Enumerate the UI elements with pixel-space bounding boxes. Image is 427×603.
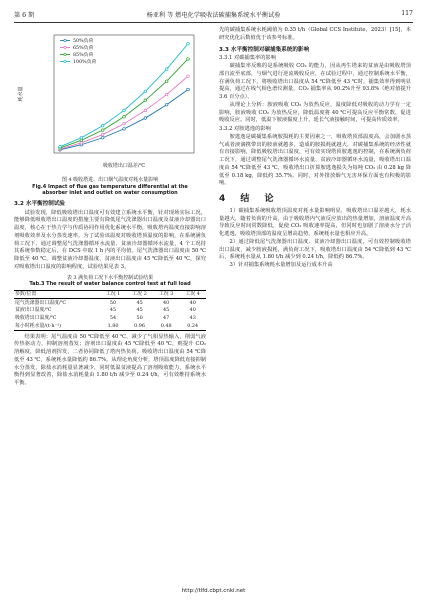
table-cell: 1.80 <box>100 322 127 330</box>
data-point <box>144 109 147 112</box>
table-cell: 40 <box>163 299 170 306</box>
x-axis-label: 吸收塔出口温差/℃ <box>102 163 146 169</box>
data-point <box>123 122 126 125</box>
section-4-heading: 4 结 论 <box>219 194 280 204</box>
data-point <box>144 117 147 120</box>
data-point <box>144 90 147 93</box>
data-point <box>123 115 126 118</box>
page-number: 117 <box>401 10 413 17</box>
data-point <box>59 145 62 148</box>
paragraph: 碳捕集率反映的是系统吸收 CO₂ 的能力，因从再生塔来的贫液是由吸收塔顶部自流至底部，与烟气进行逆流吸收反应，在试验过程中，通过控制系统水平衡，在满负荷工况下，将吸收塔出口温度从 54 ℃降低至 43 ℃时，捕集效率得到明显提高，通过在线气相色谱仪测量，CO₂ 捕集率从 90.2%升至 93.8%（绝对值提升 3.6 百分点）。 <box>219 63 411 100</box>
paragraph: 胺逃逸是碳捕集系统胺损耗的主要因素之一，吸收塔顶部温度高，会加剧水蒸气或者液滴携带出的胺液就越多，造成的胺损耗就越大，对碳捕集系统的经济性就有直接影响，降低吸收塔出口温度，可有效实现塔顶胺逃逸的控制，在系统满负荷工况下，通过调整尾气洗涤器循环水流量、贫液冷却器循环水流量，吸收塔出口温度由 54 ℃降低至 43 ℃，吸收塔出口折算胺逃逸损失为每吨 CO₂ 由 0.28 kg 降低至 0.18 kg，降低约 35.7%。同时，对外排放烟气无害环保方面也有积极的影响。 <box>219 133 411 187</box>
figure-4-chart <box>14 27 206 177</box>
table-title-cn: 表 3 满负荷工况下水平衡控制试验结果 <box>66 274 154 281</box>
legend-label: 100%负荷 <box>73 60 97 65</box>
table-cell: 0.48 <box>153 322 180 330</box>
table-cell: 40 <box>189 299 196 306</box>
issue-number: 第 6 期 <box>14 12 35 19</box>
results-table <box>14 290 206 331</box>
figure-caption-en-2: absorber inlet and outlet on water consumption <box>42 190 178 197</box>
table-cell: 47 <box>163 315 170 321</box>
table-cell: 50 <box>136 315 143 321</box>
paragraph: 从理论上分析：胺液吸收 CO₂ 为放热反应，温度降低对吸收的动力学有一定影响，胺液吸收 CO₂ 为放热反应，降低温度将 40 ℃可提高反应平衡常数，促进吸收反应。同时，低温下胺液黏度上升，延长气液接触时间，可提高传质效率。 <box>219 101 411 124</box>
table-cell: 吸收塔出口温度/℃ <box>15 315 57 321</box>
data-point <box>80 136 83 139</box>
data-point <box>123 109 126 112</box>
legend-label: 50%负荷 <box>73 39 94 44</box>
paragraph: 试验发现，降低吸收塔出口温度可有效建立系统水平衡，针对现场实际工况，能够降低吸收塔出口温度的措施主要有降低尾气洗涤器出口温度及贫液冷却器出口温度，核心在于热力学与传质协同作用优化系统水平衡，吸收塔内温度直接影响溶剂吸收效率及水分蒸发速率。为了试验该温度对吸收塔顶温度的影响，在系统满负荷工况下，通过调整尾气洗涤器循环水流量、贫液冷却器循环水流量，4 个工况持其系统参数稳定后，在 DCS 中取 1 h 内的平均值。尾气洗涤器出口温度由 50 ℃降低至 40 ℃，调整贫液冷却器温度，贫液出口温度由 45 ℃降低至 40 ℃，探究对吸收塔出口温度的影响程度，试验结果见表 3。 <box>14 209 206 270</box>
table-header-cell: 工况 2 <box>126 290 153 299</box>
table-cell: 54 <box>109 315 117 321</box>
table-cell: 0.24 <box>179 322 206 330</box>
table-cell: 贫液出口温度/℃ <box>15 307 52 314</box>
table-cell: 45 <box>109 307 117 314</box>
paragraph: 1）碳捕集系统吸收塔顶温度对耗水量影响明显，吸收塔出口温差越大，耗水量越大，随着负荷的升高，由于吸收塔内气液反应放出的热量增加，溶液温度升高导致反应时间常数降低，促使 CO₂ 吸收速率提高，但同时也加剧了溶液水分子活化逃逸，吸收塔顶部的温度呈增高趋势，系统耗水量也相应升高。 <box>219 207 411 237</box>
data-point <box>165 68 168 71</box>
data-point <box>187 75 190 78</box>
table-header-cell: 工况 4 <box>179 290 206 299</box>
table-3-caption <box>14 275 206 288</box>
figure-caption <box>14 177 206 197</box>
table-row <box>14 315 206 323</box>
data-point <box>123 128 126 131</box>
legend-marker <box>64 46 66 48</box>
data-point <box>187 42 190 45</box>
data-point <box>101 133 104 136</box>
legend-marker <box>64 53 66 55</box>
data-point <box>165 80 168 83</box>
left-column <box>14 27 206 388</box>
header-rule <box>14 22 413 23</box>
table-cell: 45 <box>136 307 143 314</box>
section-3-2-heading: 3.2 水平衡控制试验 <box>14 200 66 207</box>
legend-marker <box>64 60 66 62</box>
table-header-row <box>14 290 206 299</box>
legend-marker <box>64 39 66 41</box>
data-point <box>101 129 104 132</box>
right-column <box>219 27 411 270</box>
subsection-3-3-2-heading: 3.3.2 对胺逃逸的影响 <box>219 126 271 132</box>
subsection-3-3-1-heading: 3.3.1 对碳捕集率的影响 <box>219 55 277 62</box>
figure-caption-en-1: Fig.4 Impact of flue gas temperature differential at the <box>32 183 188 190</box>
table-cell: 40 <box>189 307 196 314</box>
table-cell: 每小时耗水量/(t·h⁻¹) <box>14 322 100 330</box>
table-cell: 45 <box>163 307 170 314</box>
line-chart <box>14 27 206 177</box>
paragraph: 结果表明：尾气温度由 50 ℃降低至 40 ℃，减少了气相显热输入，削弱气液传热驱动力，抑制溶剂蒸发；溶剂出口温度由 45 ℃降低至 40 ℃，则提升 CO₂ 溶解度，降低溶剂挥发，二者协同降低了塔内热负荷。吸收塔出口温度由 54 ℃降低至 43 ℃，系统耗水量降低约 86.7%。从理论角度分析，塔顶温度降低直接抑制水分蒸发，除盐水消耗量显著减少，同时低温贫液提高了溶剂吸收能力，系统水平衡得到显著改善，除盐水消耗量由 1.80 t/h 减少至 0.24 t/h，可有效维持系统水平衡。 <box>14 333 206 387</box>
data-point <box>144 99 147 102</box>
table-header-cell: 工况 3 <box>153 290 180 299</box>
legend-label: 85%负荷 <box>73 53 94 58</box>
page-header <box>14 8 413 20</box>
table-cell: 50 <box>109 299 117 306</box>
data-point <box>187 88 190 91</box>
paragraph: 2）通过降低尾气洗涤器出口温度、贫液冷却器出口温度，可有效控制吸收塔出口温度，减少胺液损耗，满负荷工况下，吸收塔出口温度由 54 ℃降低到 43 ℃后，系统耗水量从 1.80 t/h 减少到 0.24 t/h，降低约 86.7%。 <box>219 238 411 261</box>
paragraph: 3）针对捕集系统耗水量增加及运行成本升高 <box>229 262 333 268</box>
y-axis-label: 耗水量 <box>18 86 24 102</box>
table-cell: 尾气洗涤器出口温度/℃ <box>15 299 67 306</box>
journal-url: http://tlfd.cbpt.cnki.net <box>181 588 246 594</box>
data-point <box>187 58 190 61</box>
running-title: 杨亚利 等 燃电化学吸收法碳捕集系统水平衡试验 <box>146 12 281 19</box>
table-cell: 45 <box>136 299 143 306</box>
table-row <box>14 299 206 307</box>
legend-label: 65%负荷 <box>73 46 94 51</box>
table-header-cell: 工况 1 <box>100 290 127 299</box>
data-point <box>101 124 104 127</box>
table-row <box>14 322 206 330</box>
data-point <box>165 103 168 106</box>
data-point <box>165 93 168 96</box>
figure-caption-cn: 图 4 吸收塔进、出口烟气温度对耗水量影响 <box>61 177 159 183</box>
table-header-cell: 参数/位置 <box>14 290 100 299</box>
section-3-3-heading: 3.3 水平衡控制对碳捕集系统的影响 <box>219 46 310 53</box>
table-cell: 43 <box>189 315 196 321</box>
paragraph: 先的碳捕集系统水耗阈值为 0.35 t/h（Global CCS Institute，2023）[15]，本研究优化后数值优于该参考标准。 <box>219 27 411 41</box>
data-point <box>101 136 104 139</box>
table-title-en: Tab.3 The result of water balance control test at full load <box>29 281 191 288</box>
table-cell: 0.96 <box>126 322 153 330</box>
table-row <box>14 307 206 315</box>
